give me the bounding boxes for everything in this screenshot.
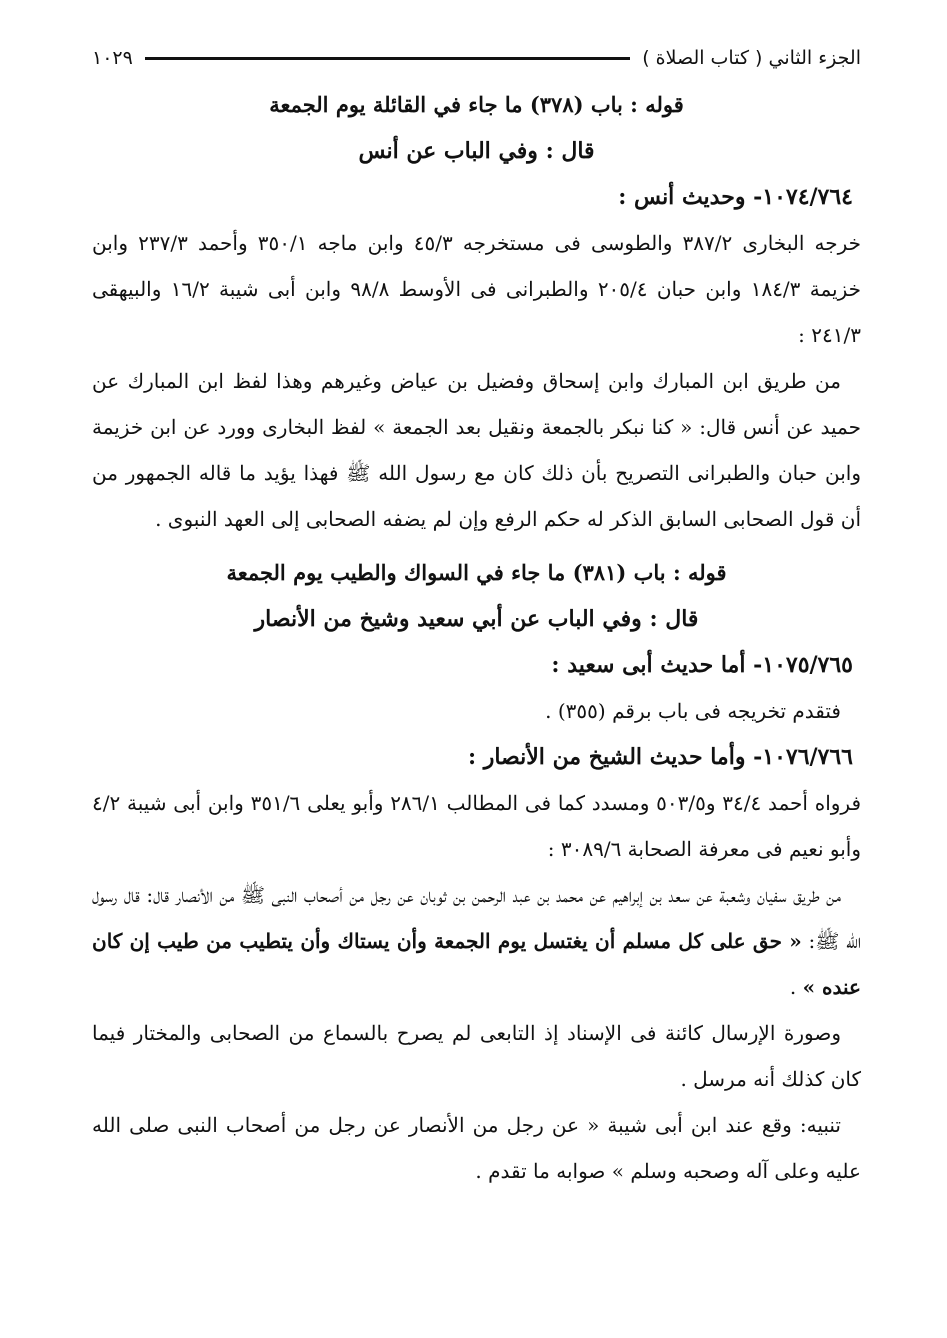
running-head-title: الجزء الثاني ( كتاب الصلاة ) [642, 47, 861, 69]
section1-commentary: من طريق ابن المبارك وابن إسحاق وفضيل بن عياض وغيرهم وهذا لفظ ابن المبارك عن حميد عن أنس قال: « كنا نبكر بالجمعة ونقيل بعد الجمعة » لفظ البخارى وورد عن ابن خزيمة وابن حبان والطبرانى التصريح بأن ذلك كان مع رسول الله ﷺ فهذا يؤيد ما قاله الجمهور من أن قول الصحابى السابق الذكر له حكم الرفع وإن لم يضفه الصحابى إلى العهد النبوى . [92, 369, 861, 531]
section2-hadith2-matn: « حق على كل مسلم أن يغتسل يوم الجمعة وأن يستاك وأن يتطيب من طيب إن كان عنده » [92, 929, 861, 999]
section2-hadith2-title: ١٠٧٦/٧٦٦- وأما حديث الشيخ من الأنصار : [467, 744, 853, 770]
section2-hadith2-chain-paragraph [92, 872, 861, 1010]
section1-hadith-title: ١٠٧٤/٧٦٤- وحديث أنس : [618, 184, 853, 210]
page-number: ١٠٢٩ [92, 47, 133, 69]
section-gap [92, 542, 861, 550]
section2-hadith2-chain: من طريق سفيان وشعبة عن سعد بن إبراهيم عن محمد بن عبد الرحمن بن ثوبان عن رجل من أصحاب النبى ﷺ من الأنصار قال: قال رسول الله ﷺ: [92, 883, 862, 953]
body-text [92, 82, 861, 1194]
section2-hadith1-title: ١٠٧٥/٧٦٥- أما حديث أبى سعيد : [551, 652, 853, 678]
section1-takhrij: خرجه البخارى ٣٨٧/٢ والطوسى فى مستخرجه ٤٥/٣ وابن ماجه ٣٥٠/١ وأحمد ٢٣٧/٣ وابن خزيمة ١٨٤/٣ وابن حبان ٢٠٥/٤ والطبرانى فى الأوسط ٩٨/٨ وابن أبى شيبة ١٦/٢ والبيهقى ٢٤١/٣ : [92, 231, 861, 347]
section2-hadith2-takhrij: فرواه أحمد ٣٤/٤ و٥٠٣/٥ ومسدد كما فى المطالب ٢٨٦/١ وأبو يعلى ٣٥١/٦ وابن أبى شيبة ٤/٢ وأبو نعيم فى معرفة الصحابة ٣٠٨٩/٦ : [92, 791, 862, 861]
section2-tanbih: تنبيه: وقع عند ابن أبى شيبة « عن رجل من الأنصار عن رجل من أصحاب النبى صلى الله عليه وعلى آله وصحبه وسلم » صوابه ما تقدم . [92, 1113, 861, 1183]
section2-hadith1-text: فتقدم تخريجه فى باب برقم (٣٥٥) . [545, 699, 841, 723]
section2-hadith2-end: . [789, 975, 803, 999]
section2-subheading: قال : وفي الباب عن أبي سعيد وشيخ من الأنصار [254, 606, 699, 632]
section1-heading: قوله : باب (٣٧٨) ما جاء في القائلة يوم الجمعة [269, 92, 684, 117]
section2-heading: قوله : باب (٣٨١) ما جاء في السواك والطيب يوم الجمعة [226, 560, 727, 585]
section1-subheading: قال : وفي الباب عن أنس [358, 138, 595, 164]
section2-irsal-note: وصورة الإرسال كائنة فى الإسناد إذ التابعى لم يصرح بالسماع من الصحابى والمختار فيما كان كذلك أنه مرسل . [92, 1021, 861, 1091]
running-head [92, 38, 861, 78]
header-rule [145, 57, 630, 60]
